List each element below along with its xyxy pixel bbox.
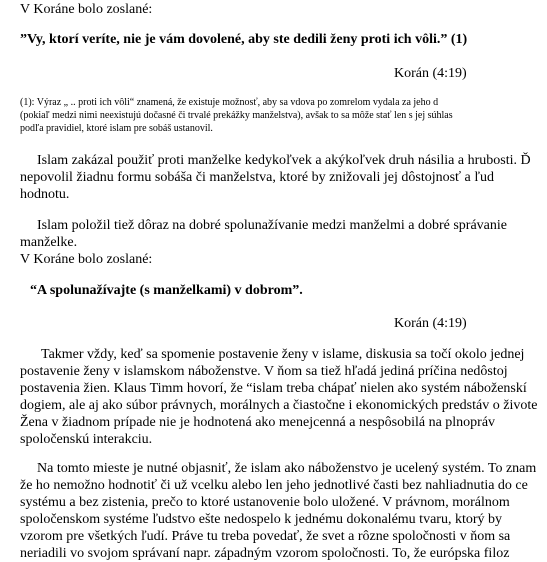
paragraph-line: postavenie ženy v islamskom náboženstve. V ňom sa tiež hľadá jediná príčina nedôstoj <box>20 364 508 379</box>
paragraph-line: dogiem, ale aj ako súbor právnych, morálnych a čiastočne i ekonomických predstáv o živote <box>20 398 538 413</box>
paragraph-line: postavenia žien. Klaus Timm hovorí, že “islam treba chápať nielen ako systém náboženskí <box>20 381 527 396</box>
paragraph-line: Islam zakázal použiť proti manželke kedykoľvek a akýkoľvek druh násilia a hrubosti. Ď <box>37 153 531 168</box>
paragraph-line: Islam položil tiež dôraz na dobré spolunažívanie medzi manželmi a dobré správanie <box>37 218 507 233</box>
intro-text: V Koráne bolo zoslané: <box>20 2 153 17</box>
intro-text: V Koráne bolo zoslané: <box>20 252 153 267</box>
paragraph-line: hodnotu. <box>20 187 70 202</box>
quran-source: Korán (4:19) <box>394 66 467 81</box>
footnote-line: (1): Výraz „ .. proti ich vôli“ znamená, že existuje možnosť, aby sa vdova po zomrelom vydala za jeho d <box>20 97 439 108</box>
quran-quote: “A spolunažívajte (s manželkami) v dobrom”. <box>30 283 303 298</box>
paragraph-line: spoločenskú interakciu. <box>20 432 153 447</box>
paragraph-line: systému a bez zistenia, prečo to ktoré ustanovenie bolo uložené. V právnom, morálnom <box>20 495 510 510</box>
paragraph-line: neriadili vo svojom správaní napr. západným vzorom spoločnosti. To, že európska filoz <box>20 546 510 561</box>
paragraph-line: spoločenskom systéme ľudstvo ešte nedospelo k jednému dokonalému tvaru, ktorý by <box>20 512 502 527</box>
footnote-line: podľa pravidiel, ktoré islam pre sobáš ustanovil. <box>20 123 213 134</box>
paragraph-line: vzorom pre všetkých ľudí. Práve tu treba povedať, že svet a rôzne spoločnosti v ňom sa <box>20 529 511 544</box>
paragraph-line: Žena v žiadnom prípade nie je hodnotená ako menejcenná a nespôsobilá na plnopráv <box>20 415 496 430</box>
quran-source: Korán (4:19) <box>394 316 467 331</box>
footnote-line: (pokiaľ medzi nimi neexistujú dočasné či trvalé prekážky manželstva), avšak to sa môže stať len s jej súhlas <box>20 110 453 121</box>
paragraph-line: manželke. <box>20 235 78 250</box>
paragraph-line: Na tomto mieste je nutné objasniť, že islam ako náboženstvo je ucelený systém. To znam <box>37 461 537 476</box>
quran-quote: ”Vy, ktorí veríte, nie je vám dovolené, aby ste dedili ženy proti ich vôli.” (1) <box>20 32 468 47</box>
paragraph-line: Takmer vždy, keď sa spomenie postavenie ženy v islame, diskusia sa točí okolo jednej <box>41 347 525 362</box>
paragraph-line: že ho nemožno hodnotiť či už vcelku alebo len jeho jednotlivé časti bez nahliadnutia do ce <box>20 478 528 493</box>
paragraph-line: nepovolil žiadnu formu sobáša či manželstva, ktoré by znižovali jej dôstojnosť a ľud <box>20 170 494 185</box>
